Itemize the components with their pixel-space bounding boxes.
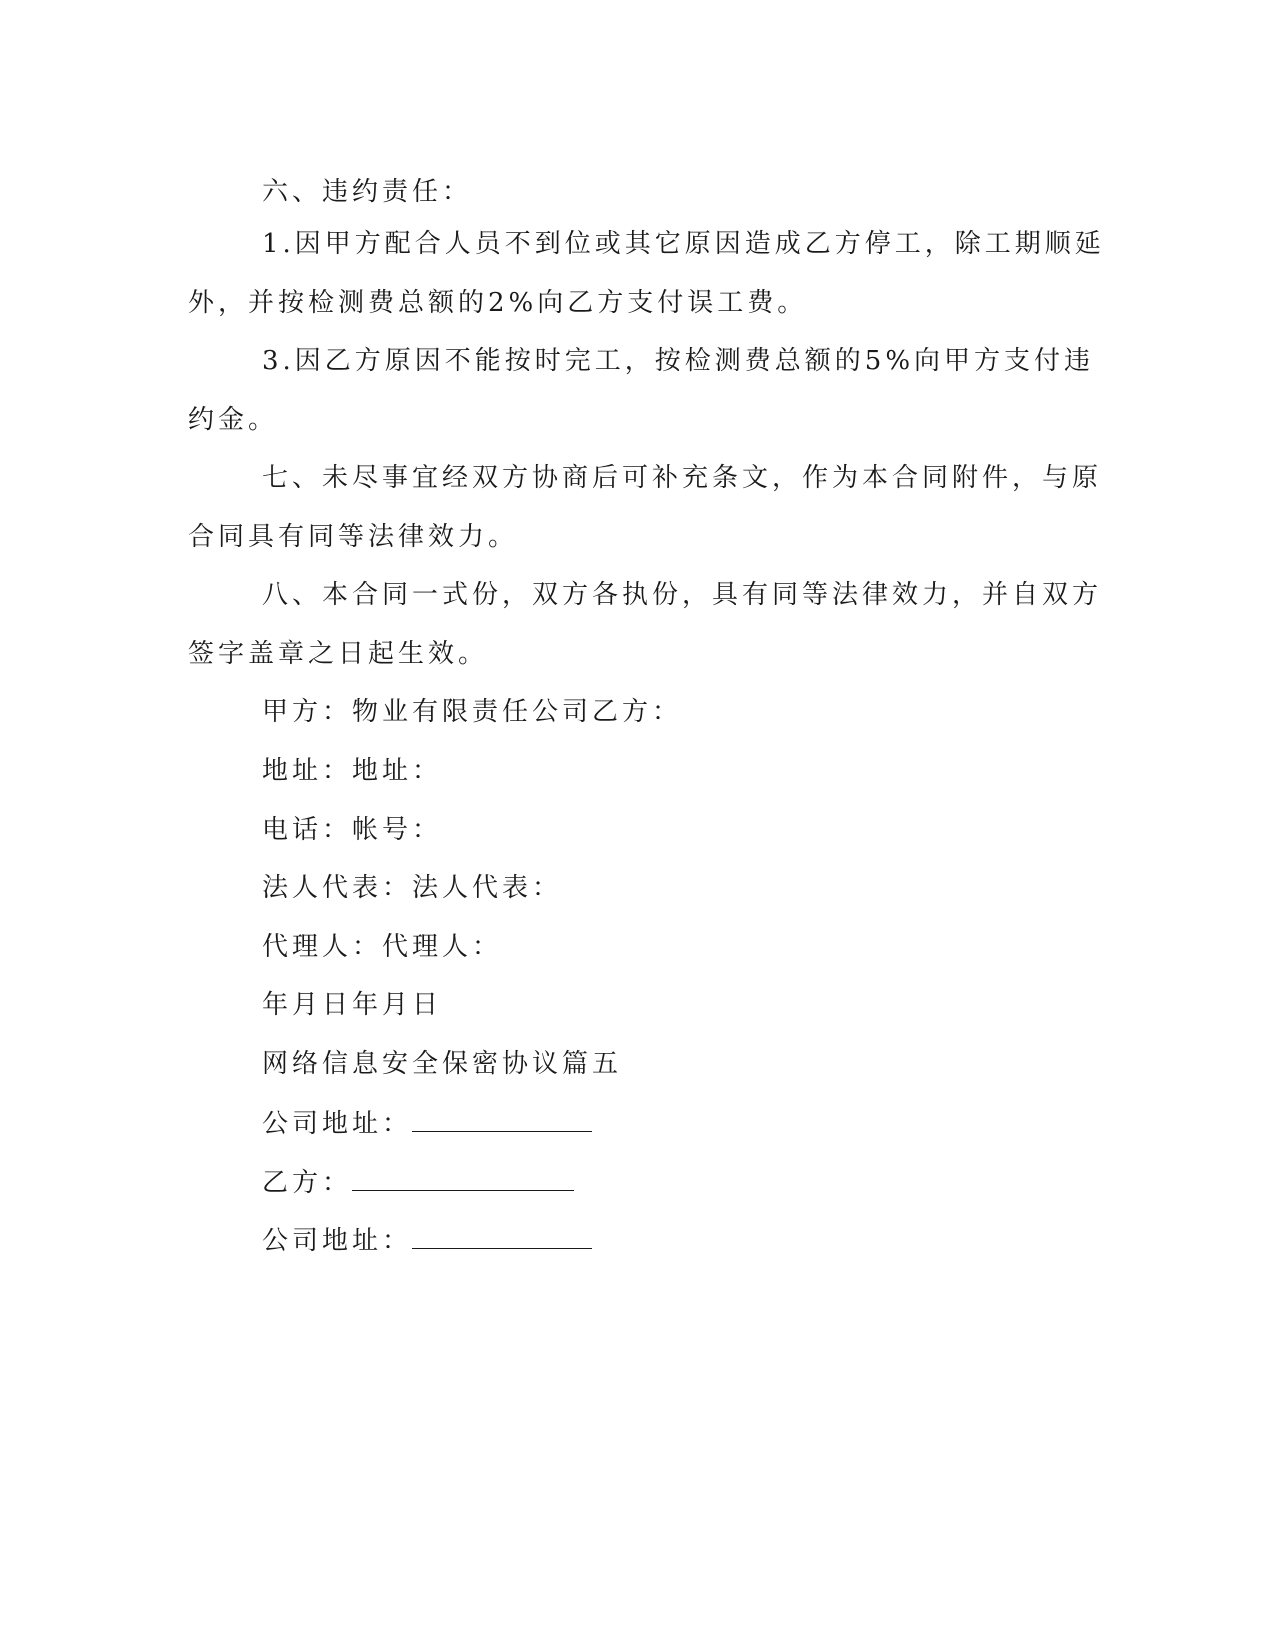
company-address-blank-2 — [412, 1222, 592, 1249]
phone-account-line: 电话：帐号： — [262, 815, 443, 845]
company-address-label-1: 公司地址： — [262, 1109, 413, 1139]
legal-representative-line: 法人代表：法人代表： — [262, 873, 563, 903]
section-heading-breach-liability: 六、违约责任： — [262, 177, 473, 207]
section-7-line-1: 七、未尽事宜经双方协商后可补充条文，作为本合同附件，与原 — [262, 463, 1103, 493]
section-7-line-2: 合同具有同等法律效力。 — [188, 522, 519, 552]
party-b-blank — [352, 1164, 574, 1191]
party-a-line: 甲方：物业有限责任公司乙方： — [262, 697, 683, 727]
clause-1-line-1: 1.因甲方配合人员不到位或其它原因造成乙方停工，除工期顺延 — [262, 229, 1105, 259]
clause-3-line-1: 3.因乙方原因不能按时完工，按检测费总额的5%向甲方支付违 — [262, 346, 1095, 376]
company-address-field-1 — [262, 1105, 1162, 1141]
section-8-line-1: 八、本合同一式份，双方各执份，具有同等法律效力，并自双方 — [262, 580, 1103, 610]
date-line: 年月日年月日 — [262, 990, 443, 1020]
party-b-label: 乙方： — [262, 1168, 353, 1198]
company-address-blank-1 — [412, 1105, 592, 1132]
clause-1-line-2: 外，并按检测费总额的2%向乙方支付误工费。 — [188, 288, 808, 318]
section-title-part-five: 网络信息安全保密协议篇五 — [262, 1049, 623, 1079]
company-address-label-2: 公司地址： — [262, 1226, 413, 1256]
section-8-line-2: 签字盖章之日起生效。 — [188, 639, 489, 669]
company-address-field-2 — [262, 1222, 1162, 1258]
agent-line: 代理人：代理人： — [262, 932, 503, 962]
party-b-field — [262, 1164, 1162, 1200]
clause-3-line-2: 约金。 — [188, 405, 279, 435]
address-line: 地址：地址： — [262, 756, 443, 786]
